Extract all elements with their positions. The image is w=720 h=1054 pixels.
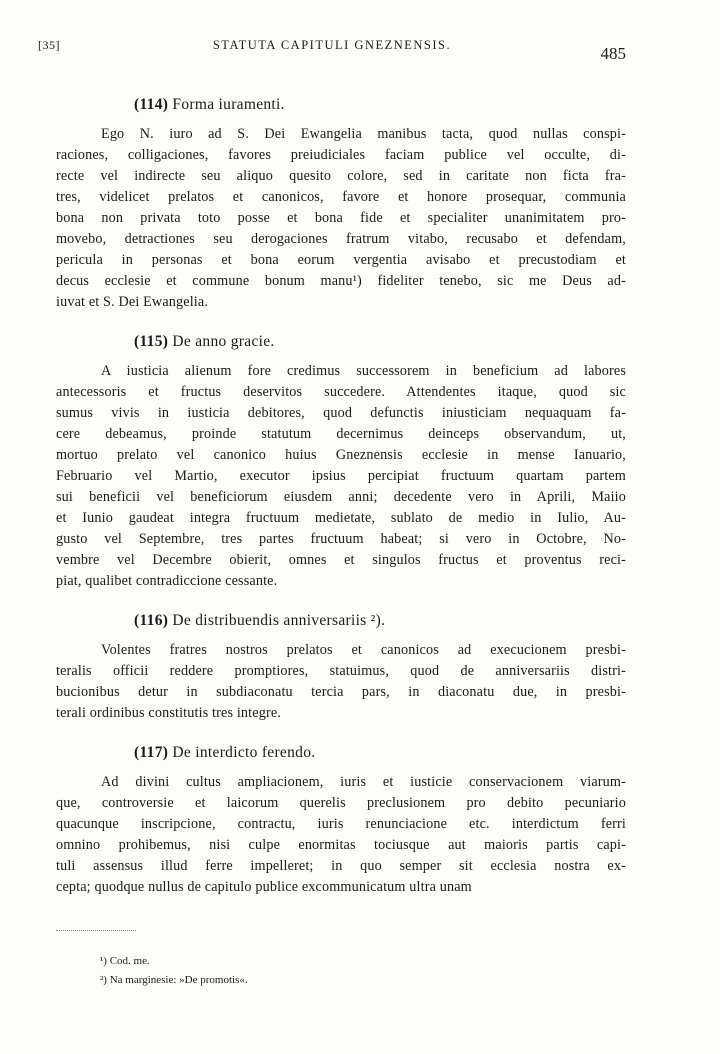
running-header — [38, 34, 626, 64]
page-number: 485 — [600, 44, 626, 63]
text-line: Ego N. iuro ad S. Dei Ewangelia manibus tacta, quod nullas conspi- — [101, 126, 626, 142]
text-line: Februario vel Martio, executor ipsius percipiat fructuum quartam partem — [56, 468, 626, 484]
section-title: De anno gracie. — [172, 333, 275, 350]
section-number: (115) — [134, 333, 169, 350]
text-line: teralis officii reddere promptiores, statuimus, quod de anniversariis distri- — [56, 663, 626, 679]
section-paragraph — [56, 772, 626, 898]
text-line: antecessoris et fructus deservitos succedere. Attendentes itaque, quod sic — [56, 384, 626, 400]
footnote-2: ²) Na marginesie: »De promotis«. — [100, 974, 248, 986]
text-line: piat, qualibet contradiccione cessante. — [56, 573, 278, 589]
text-line: sui beneficii vel beneficiorum eiusdem anni; decedente vero in Aprili, Maiio — [56, 489, 626, 505]
text-line: que, controversie et laicorum querelis preclusionem pro debito pecuniario — [56, 795, 626, 811]
section-paragraph — [56, 361, 626, 592]
text-line: pericula in personas et bona eorum vergentia avisabo et precustodiam et — [56, 252, 626, 268]
page-body — [56, 96, 626, 918]
section-title: Forma iuramenti. — [172, 96, 285, 113]
section-heading — [134, 744, 626, 762]
text-line: omnino prohibemus, nisi culpe enormitas tociusque aut maioris partis capi- — [56, 837, 626, 853]
text-line: quacunque inscripcione, contractu, iuris renunciacione etc. interdictum ferri — [56, 816, 626, 832]
text-line: A iusticia alienum fore credimus successorem in beneficium ad labores — [101, 363, 626, 379]
text-line: Volentes fratres nostros prelatos et canonicos ad execucionem presbi- — [101, 642, 626, 658]
section-paragraph — [56, 640, 626, 724]
text-line: iuvat et S. Dei Ewangelia. — [56, 294, 209, 310]
section-title: De distribuendis anniversariis ²). — [172, 612, 386, 629]
text-line: cepta; quodque nullus de capitulo publice excommunicatum ultra unam — [56, 879, 472, 895]
text-line: cere debeamus, proinde statutum decernimus deinceps observandum, ut, — [56, 426, 626, 442]
section-paragraph — [56, 124, 626, 313]
section-number: (117) — [134, 744, 169, 761]
section-heading — [134, 96, 626, 114]
footnote-1: ¹) Cod. me. — [100, 955, 150, 967]
section-heading — [134, 612, 626, 630]
text-line: recte vel indirecte seu aliquo quesito colore, sed in caritate non ficta fra- — [56, 168, 626, 184]
text-line: raciones, colligaciones, favores preiudiciales faciam publice vel occulte, di- — [56, 147, 626, 163]
section-heading — [134, 333, 626, 351]
running-title: STATUTA CAPITULI GNEZNENSIS. — [212, 38, 452, 52]
text-line: bona non privata toto posse et bona fide et specialiter unanimitatem pro- — [56, 210, 626, 226]
text-line: gusto vel Septembre, tres partes fructuum habeat; si vero in Octobre, No- — [56, 531, 626, 547]
text-line: terali ordinibus constitutis tres integre. — [56, 705, 281, 721]
text-line: movebo, detractiones seu derogaciones fratrum vitabo, recusabo et defendam, — [56, 231, 626, 247]
footnote-divider — [56, 930, 136, 931]
text-line: vembre vel Decembre obierit, omnes et singulos fructus et proventus reci- — [56, 552, 626, 568]
text-line: bucionibus detur in subdiaconatu tercia pars, in diaconatu due, in presbi- — [56, 684, 626, 700]
text-line: et Iunio gaudeat integra fructuum medietate, sublato de medio in Iulio, Au- — [56, 510, 626, 526]
footnotes — [100, 952, 248, 990]
text-line: sumus vivis in iusticia debitores, quod defunctis iniusticiam nequaquam fa- — [56, 405, 626, 421]
text-line: decus ecclesie et commune bonum manu¹) fideliter tenebo, sic me Deus ad- — [56, 273, 626, 289]
section-title: De interdicto ferendo. — [172, 744, 316, 761]
text-line: tres, videlicet prelatos et canonicos, favore et honore prosequar, communia — [56, 189, 626, 205]
text-line: tuli assensus illud ferre impelleret; in quo semper sit ecclesia nostra ex- — [56, 858, 626, 874]
text-line: mortuo prelato vel canonico huius Gneznensis ecclesie in mense Ianuario, — [56, 447, 626, 463]
folio-reference: [35] — [38, 38, 60, 52]
text-line: Ad divini cultus ampliacionem, iuris et iusticie conservacionem viarum- — [101, 774, 626, 790]
section-number: (116) — [134, 612, 169, 629]
section-number: (114) — [134, 96, 169, 113]
